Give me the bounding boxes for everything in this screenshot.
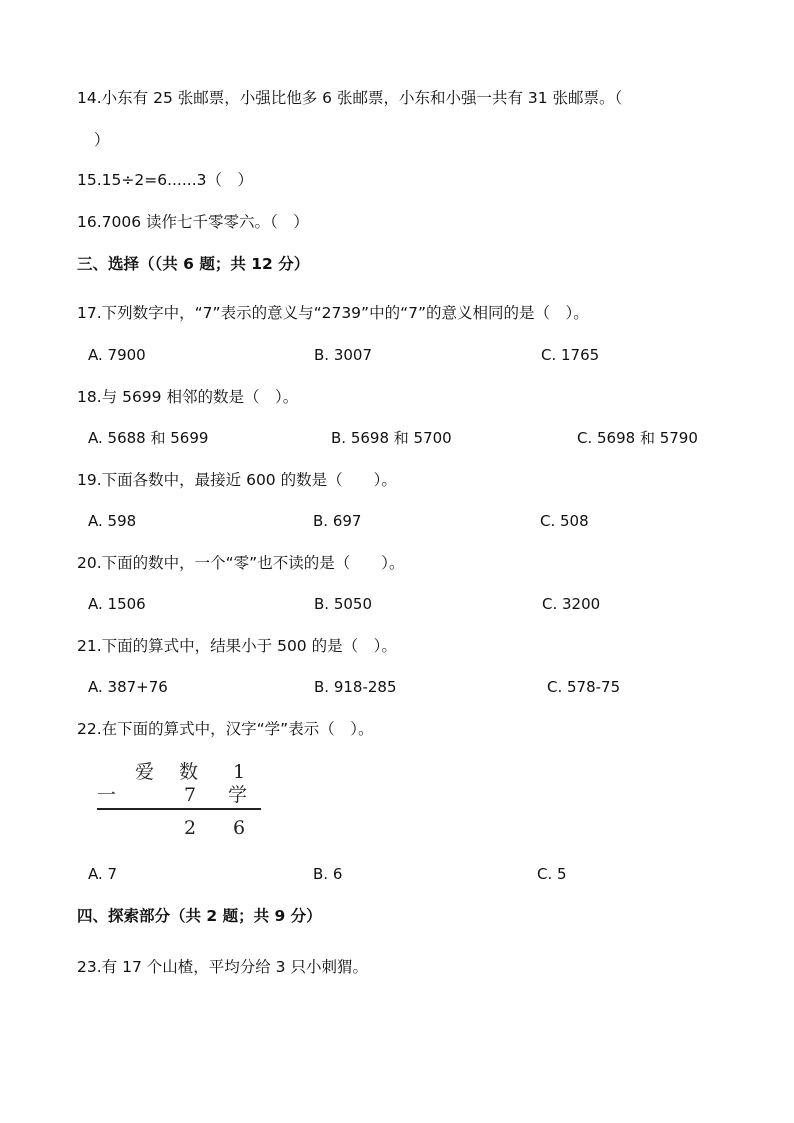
section-3-title: 三、选择（（共 6 题；共 12 分） bbox=[77, 255, 310, 273]
question-23-stem: 23.有 17 个山楂，平均分给 3 只小刺猬。 bbox=[77, 958, 368, 976]
question-21-option-a: A. 387+76 bbox=[88, 678, 168, 696]
question-17-option-a: A. 7900 bbox=[88, 346, 146, 364]
question-21-option-b: B. 918-285 bbox=[314, 678, 397, 696]
question-14-line1: 14.小东有 25 张邮票，小强比他多 6 张邮票，小东和小强一共有 31 张邮票。（ bbox=[77, 89, 623, 107]
arith-rule-line bbox=[97, 808, 261, 810]
question-20-option-b: B. 5050 bbox=[314, 595, 373, 613]
question-19-option-a: A. 598 bbox=[88, 512, 137, 530]
question-21-stem: 21.下面的算式中，结果小于 500 的是（ ）。 bbox=[77, 637, 397, 655]
question-14-line2: ） bbox=[94, 131, 110, 149]
question-19-option-c: C. 508 bbox=[540, 512, 589, 530]
arith-row1-char-2: 数 bbox=[179, 761, 199, 783]
arith-row1-char-1: 爱 bbox=[135, 761, 155, 783]
question-20-option-c: C. 3200 bbox=[542, 595, 601, 613]
question-18-option-a: A. 5688 和 5699 bbox=[88, 429, 209, 447]
question-18-stem: 18.与 5699 相邻的数是（ ）。 bbox=[77, 388, 299, 406]
question-17-stem: 17.下列数字中，“7”表示的意义与“2739”中的“7”的意义相同的是（ ）。 bbox=[77, 304, 589, 322]
arith-row2-digit-7: 7 bbox=[184, 784, 197, 806]
question-22-option-c: C. 5 bbox=[537, 865, 567, 883]
question-18-option-c: C. 5698 和 5790 bbox=[577, 429, 698, 447]
question-22-option-a: A. 7 bbox=[88, 865, 118, 883]
question-17-option-b: B. 3007 bbox=[314, 346, 373, 364]
arith-minus-sign: 一 bbox=[97, 784, 117, 806]
question-20-option-a: A. 1506 bbox=[88, 595, 146, 613]
question-16: 16.7006 读作七千零零六。（ ） bbox=[77, 213, 309, 231]
arith-row2-char-xue: 学 bbox=[228, 784, 248, 806]
question-20-stem: 20.下面的数中，一个“零”也不读的是（ ）。 bbox=[77, 554, 405, 572]
question-22-option-b: B. 6 bbox=[313, 865, 343, 883]
question-18-option-b: B. 5698 和 5700 bbox=[331, 429, 452, 447]
vertical-arithmetic bbox=[97, 758, 267, 844]
question-15: 15.15÷2=6......3（ ） bbox=[77, 171, 253, 189]
question-19-option-b: B. 697 bbox=[313, 512, 362, 530]
question-22-stem: 22.在下面的算式中，汉字“学”表示（ ）。 bbox=[77, 720, 374, 738]
question-21-option-c: C. 578-75 bbox=[547, 678, 621, 696]
question-19-stem: 19.下面各数中，最接近 600 的数是（ ）。 bbox=[77, 471, 397, 489]
arith-result-digit-2: 2 bbox=[184, 817, 197, 839]
arith-result-digit-6: 6 bbox=[233, 817, 246, 839]
section-4-title: 四、探索部分（共 2 题；共 9 分） bbox=[77, 907, 322, 925]
arith-row1-digit-1: 1 bbox=[233, 761, 246, 783]
question-17-option-c: C. 1765 bbox=[541, 346, 600, 364]
